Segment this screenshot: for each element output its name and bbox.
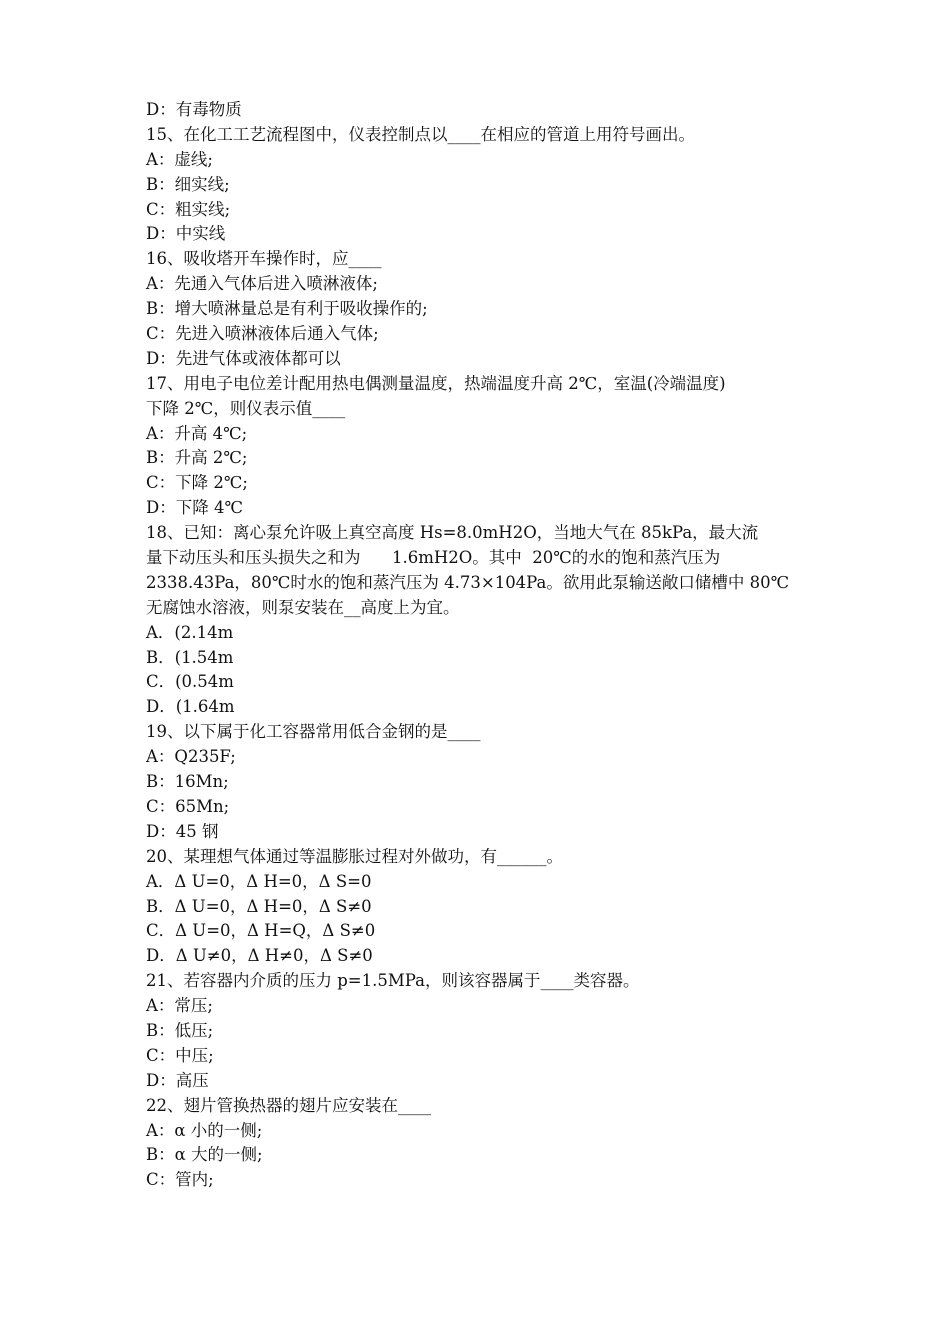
text-line: D：有毒物质: [146, 100, 242, 119]
text-line: C：中压;: [146, 1045, 214, 1065]
text-line: D．(1.64m: [146, 697, 235, 717]
text-line: A．(2.14m: [146, 622, 234, 642]
text-line: C．Δ U=0，Δ H=Q，Δ S≠0: [146, 921, 376, 941]
text-line: D：高压: [146, 1070, 209, 1090]
text-line: B：α 大的一侧;: [146, 1145, 263, 1165]
text-line: 19、以下属于化工容器常用低合金钢的是____: [146, 722, 481, 742]
text-line: C：管内;: [146, 1170, 214, 1190]
text-line: D：45 钢: [146, 821, 219, 841]
text-line: 无腐蚀水溶液，则泵安装在__高度上为宜。: [146, 597, 460, 617]
text-line: B：升高 2℃;: [146, 448, 248, 468]
text-line: 15、在化工工艺流程图中，仪表控制点以____在相应的管道上用符号画出。: [146, 124, 695, 144]
text-line: A：Q235F;: [146, 747, 236, 767]
text-line: C：粗实线;: [146, 199, 231, 219]
text-line: 2338.43Pa，80℃时水的饱和蒸汽压为 4.73×104Pa。欲用此泵输送敞口储槽中 80℃: [146, 572, 790, 592]
text-line: 20、某理想气体通过等温膨胀过程对外做功，有______。: [146, 846, 563, 866]
text-line: A．Δ U=0，Δ H=0，Δ S=0: [146, 871, 372, 891]
text-line: A：先通入气体后进入喷淋液体;: [146, 274, 378, 294]
text-line: B．(1.54m: [146, 647, 234, 667]
text-line: C：下降 2℃;: [146, 473, 248, 493]
text-line: 21、若容器内介质的压力 p=1.5MPa，则该容器属于____类容器。: [146, 971, 640, 991]
text-line: A：α 小的一侧;: [146, 1120, 263, 1140]
text-line: C：先进入喷淋液体后通入气体;: [146, 324, 379, 344]
text-line: 量下动压头和压头损失之和为 1.6mH2O。其中 20℃的水的饱和蒸汽压为: [146, 548, 721, 568]
text-line: 17、用电子电位差计配用热电偶测量温度，热端温度升高 2℃，室温(冷端温度): [146, 373, 726, 393]
text-line: A：虚线;: [146, 149, 213, 169]
text-line: D．Δ U≠0，Δ H≠0，Δ S≠0: [146, 946, 373, 966]
text-line: B：低压;: [146, 1020, 214, 1040]
text-line: A：常压;: [146, 996, 213, 1016]
text-line: B．Δ U=0，Δ H=0，Δ S≠0: [146, 896, 372, 916]
text-line: B：细实线;: [146, 174, 230, 194]
text-line: 22、翅片管换热器的翅片应安装在____: [146, 1095, 431, 1115]
text-line: 下降 2℃，则仪表示值____: [146, 398, 346, 418]
text-line: C．(0.54m: [146, 672, 234, 692]
text-line: A：升高 4℃;: [146, 423, 248, 443]
text-line: B：增大喷淋量总是有利于吸收操作的;: [146, 299, 428, 319]
text-line: C：65Mn;: [146, 796, 230, 816]
text-line: D：中实线: [146, 224, 226, 244]
text-line: 18、已知：离心泵允许吸上真空高度 Hs=8.0mH2O，当地大气在 85kPa，最大流: [146, 523, 759, 543]
text-line: D：下降 4℃: [146, 498, 243, 518]
document-page: [146, 98, 836, 1193]
text-line: D：先进气体或液体都可以: [146, 348, 341, 368]
text-line: B：16Mn;: [146, 772, 229, 792]
text-line: 16、吸收塔开车操作时，应____: [146, 249, 382, 269]
